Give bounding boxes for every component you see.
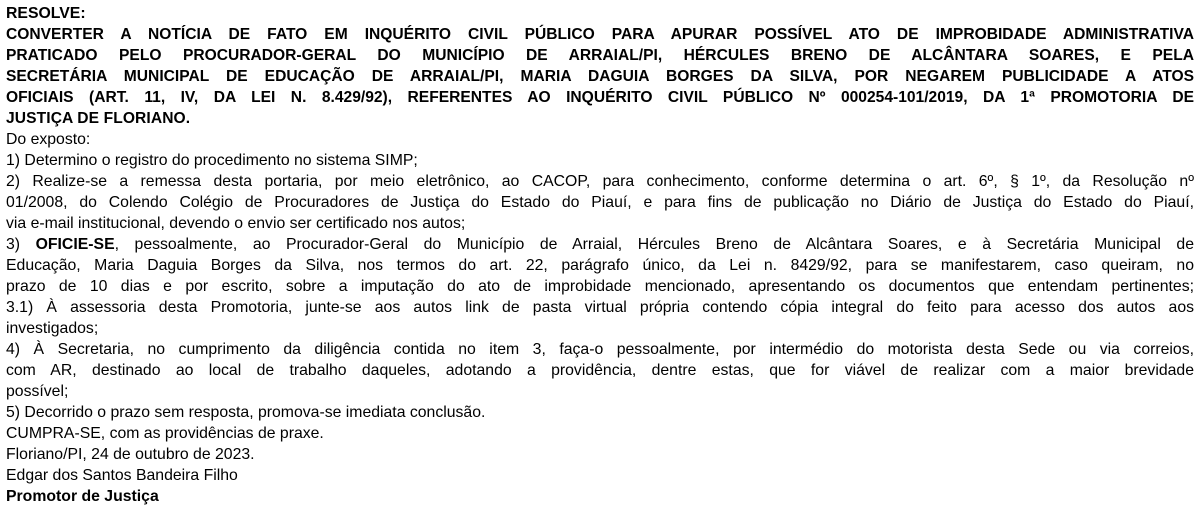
signer-title: Promotor de Justiça	[6, 488, 159, 505]
signer-name: Edgar dos Santos Bandeira Filho	[6, 467, 238, 484]
item-2-line: via e-mail institucional, devendo o envio ser certificado nos autos;	[6, 215, 466, 232]
item-3	[6, 234, 1194, 297]
item-3-1-line: 3.1) À assessoria desta Promotoria, junte-se aos autos link de pasta virtual própria contendo cópia integral do feito para acesso dos autos aos	[6, 299, 1194, 316]
cumpra-se: CUMPRA-SE, com as providências de praxe.	[6, 425, 324, 442]
item-3-1-line: investigados;	[6, 320, 99, 337]
item-2-line: 01/2008, do Colendo Colégio de Procuradores de Justiça do Estado do Piauí, e para fins de publicação no Diário de Justiça do Estado do Piauí,	[6, 194, 1194, 211]
item-3-rest: , pessoalmente, ao Procurador-Geral do Município de Arraial, Hércules Breno de Alcântara Soares, e à Secretária Municipal de	[114, 236, 1194, 253]
item-3-line	[6, 234, 1194, 255]
place-date: Floriano/PI, 24 de outubro de 2023.	[6, 446, 255, 463]
resolve-heading: RESOLVE:	[6, 5, 86, 22]
item-4	[6, 339, 1194, 402]
resolve-line: SECRETÁRIA MUNICIPAL DE EDUCAÇÃO DE ARRAIAL/PI, MARIA DAGUIA BORGES DA SILVA, POR NEGAREM PUBLICIDADE A ATOS	[6, 68, 1194, 85]
item-3-bold: OFICIE-SE	[35, 236, 115, 253]
do-exposto: Do exposto:	[6, 131, 91, 148]
resolve-line: PRATICADO PELO PROCURADOR-GERAL DO MUNICÍPIO DE ARRAIAL/PI, HÉRCULES BRENO DE ALCÂNTARA SOARES, E PELA	[6, 47, 1194, 64]
item-4-line: com AR, destinado ao local de trabalho daqueles, adotando a providência, dentre estas, que for viável de realizar com a maior brevidade	[6, 362, 1194, 379]
item-1: 1) Determino o registro do procedimento no sistema SIMP;	[6, 152, 418, 169]
document-body	[6, 3, 1194, 507]
resolve-paragraph	[6, 24, 1194, 129]
item-4-line: 4) À Secretaria, no cumprimento da diligência contida no item 3, faça-o pessoalmente, por intermédio do motorista desta Sede ou via correios,	[6, 341, 1194, 358]
item-3-1	[6, 297, 1194, 339]
item-4-line: possível;	[6, 383, 69, 400]
item-3-line: Educação, Maria Daguia Borges da Silva, nos termos do art. 22, parágrafo único, da Lei n. 8429/92, para se manifestarem, caso queiram, no	[6, 257, 1194, 274]
item-3-line: prazo de 10 dias e por escrito, sobre a imputação do ato de improbidade mencionado, apresentando os documentos que entendam pertinentes;	[6, 278, 1194, 295]
item-5: 5) Decorrido o prazo sem resposta, promova-se imediata conclusão.	[6, 404, 486, 421]
item-2-line: 2) Realize-se a remessa desta portaria, por meio eletrônico, ao CACOP, para conhecimento, conforme determina o art. 6º, § 1º, da Resolução nº	[6, 173, 1194, 190]
resolve-line: OFICIAIS (ART. 11, IV, DA LEI N. 8.429/92), REFERENTES AO INQUÉRITO CIVIL PÚBLICO Nº 000254-101/2019, DA 1ª PROMOTORIA DE	[6, 89, 1194, 106]
resolve-line: CONVERTER A NOTÍCIA DE FATO EM INQUÉRITO CIVIL PÚBLICO PARA APURAR POSSÍVEL ATO DE IMPROBIDADE ADMINISTRATIVA	[6, 26, 1194, 43]
resolve-line: JUSTIÇA DE FLORIANO.	[6, 110, 191, 127]
item-3-prefix: 3)	[6, 236, 36, 253]
item-2	[6, 171, 1194, 234]
